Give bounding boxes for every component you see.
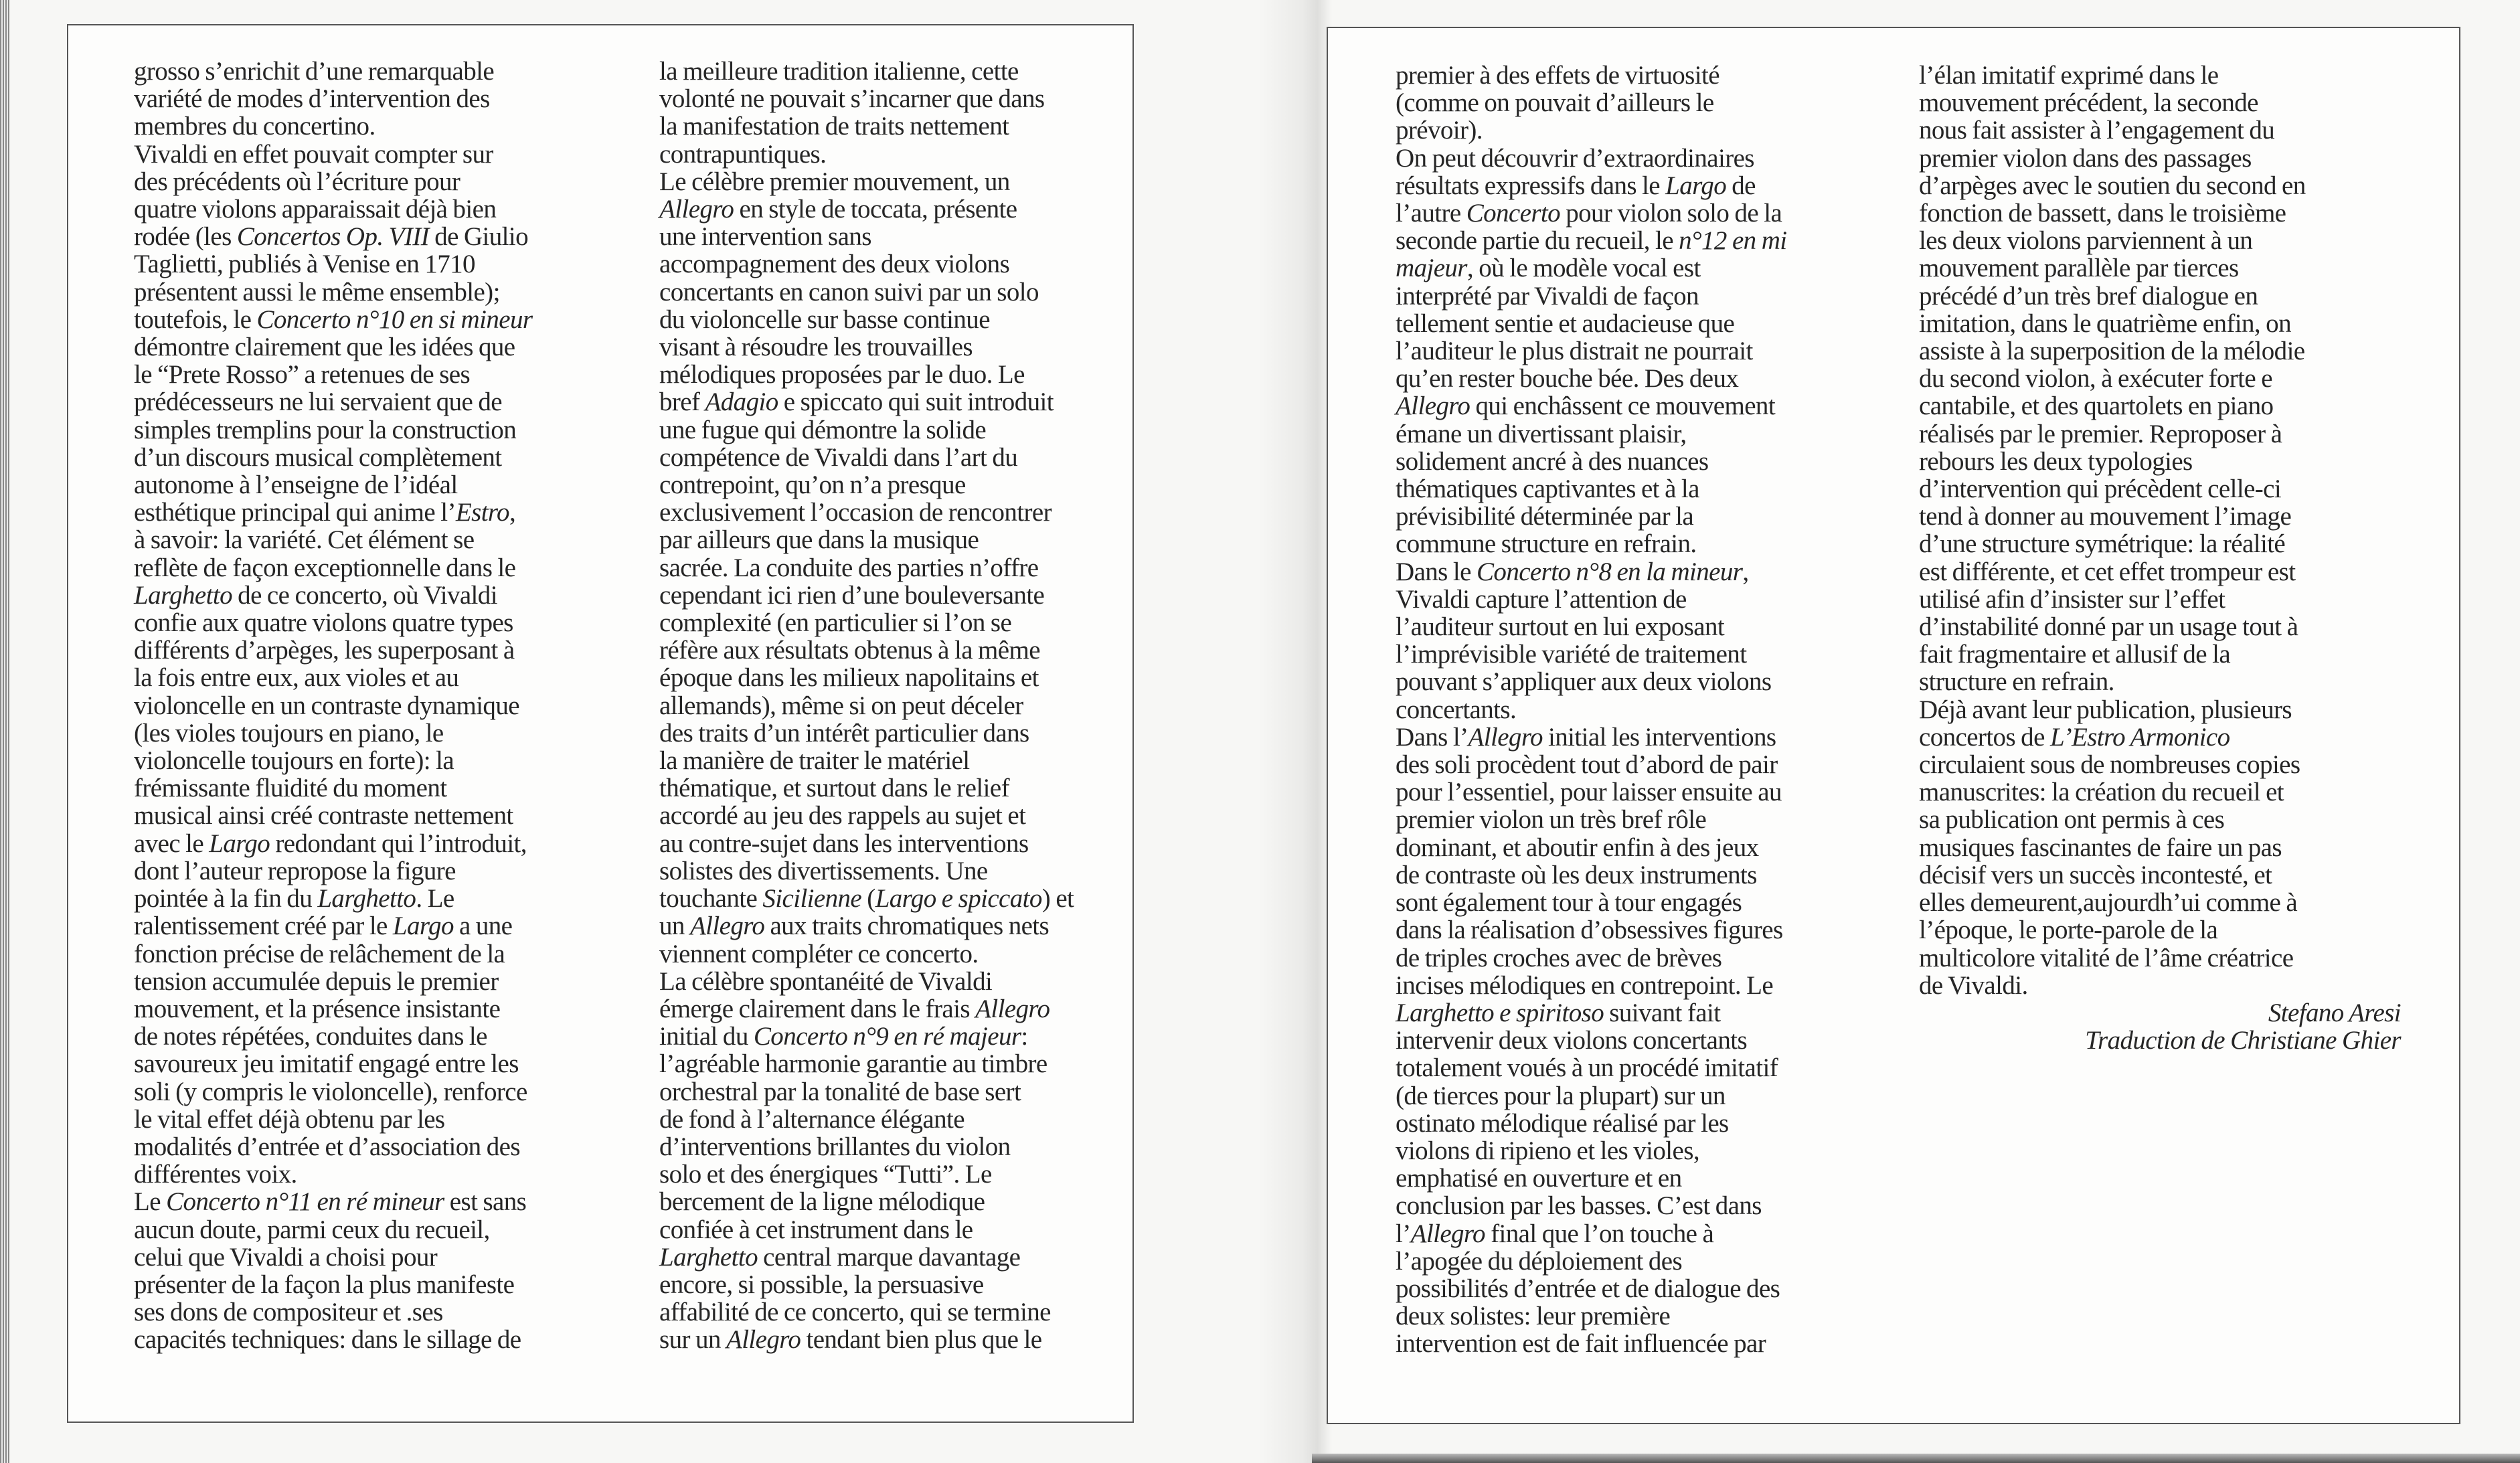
text-line: une intervention sans bbox=[659, 222, 871, 252]
text-line: utilisé afin d’insister sur l’effet bbox=[1919, 584, 2225, 614]
author-signature: Stefano Aresi bbox=[2268, 998, 2401, 1027]
text-line: Vivaldi en effet pouvait compter sur bbox=[134, 139, 493, 169]
text-line: Le Concerto n°11 en ré mineur est sans bbox=[134, 1187, 527, 1217]
text-line: l’apogée du déploiement des bbox=[1396, 1246, 1683, 1276]
center-gutter bbox=[1258, 0, 1332, 1463]
text-line: des traits d’un intérêt particulier dans bbox=[659, 718, 1029, 748]
text-line: autonome à l’enseigne de l’idéal bbox=[134, 470, 458, 500]
text-line: du violoncelle sur basse continue bbox=[659, 305, 990, 334]
text-line: rebours les deux typologies bbox=[1919, 446, 2193, 476]
text-line: conclusion par les basses. C’est dans bbox=[1396, 1191, 1762, 1221]
text-line: présentent aussi le même ensemble); bbox=[134, 277, 500, 307]
text-line: sa publication ont permis à ces bbox=[1919, 805, 2225, 835]
text-line: sur un Allegro tendant bien plus que le bbox=[659, 1325, 1042, 1355]
text-line: réfère aux résultats obtenus à la même bbox=[659, 636, 1040, 665]
text-line: assiste à la superposition de la mélodie bbox=[1919, 337, 2305, 366]
text-line: Taglietti, publiés à Venise en 1710 bbox=[134, 250, 475, 279]
text-line: décisif vers un succès incontesté, et bbox=[1919, 860, 2272, 889]
text-line: interprété par Vivaldi de façon bbox=[1396, 281, 1699, 311]
text-line: viennent compléter ce concerto. bbox=[659, 939, 979, 968]
text-line: tellement sentie et audacieuse que bbox=[1396, 309, 1735, 338]
text-line: possibilités d’entrée et de dialogue des bbox=[1396, 1274, 1780, 1303]
text-line: Déjà avant leur publication, plusieurs bbox=[1919, 695, 2292, 724]
text-line: précédé d’un très bref dialogue en bbox=[1919, 281, 2258, 311]
text-line: accordé au jeu des rappels au sujet et bbox=[659, 801, 1026, 831]
text-line: une fugue qui démontre la solide bbox=[659, 415, 987, 444]
text-line: mouvement précédent, la seconde bbox=[1919, 88, 2258, 118]
right-page-column-2 bbox=[1919, 62, 2401, 999]
text-line: pouvant s’appliquer aux deux violons bbox=[1396, 667, 1772, 697]
text-line: de Vivaldi. bbox=[1919, 970, 2028, 1000]
text-line: solidement ancré à des nuances bbox=[1396, 446, 1709, 476]
text-line: Larghetto central marque davantage bbox=[659, 1242, 1021, 1272]
text-line: d’interventions brillantes du violon bbox=[659, 1132, 1011, 1161]
text-line: d’un discours musical complètement bbox=[134, 442, 502, 472]
text-line: contrepoint, qu’on n’a presque bbox=[659, 470, 966, 500]
right-page-column-1 bbox=[1396, 62, 1877, 1358]
left-page-column-2 bbox=[659, 58, 1128, 1354]
text-line: qu’en rester bouche bée. Des deux bbox=[1396, 364, 1739, 394]
text-line: émerge clairement dans le frais Allegro bbox=[659, 994, 1050, 1023]
text-line: modalités d’entrée et d’association des bbox=[134, 1132, 520, 1161]
text-line: orchestral par la tonalité de base sert bbox=[659, 1077, 1021, 1106]
text-line: cependant ici rien d’une bouleversante bbox=[659, 580, 1045, 610]
text-line: reflète de façon exceptionnelle dans le bbox=[134, 553, 516, 582]
text-line: La célèbre spontanéité de Vivaldi bbox=[659, 966, 993, 996]
text-line: membres du concertino. bbox=[134, 112, 375, 141]
text-line: Dans le Concerto n°8 en la mineur, bbox=[1396, 557, 1749, 586]
text-line: allemands), même si on peut déceler bbox=[659, 691, 1023, 720]
text-line: de contraste où les deux instruments bbox=[1396, 860, 1757, 889]
text-line: l’époque, le porte-parole de la bbox=[1919, 916, 2218, 945]
text-line: de fond à l’alternance élégante bbox=[659, 1104, 964, 1134]
text-line: emphatisé en ouverture et en bbox=[1396, 1164, 1682, 1193]
text-line: touchante Sicilienne (Largo e spiccato) et bbox=[659, 884, 1074, 914]
text-line: aucun doute, parmi ceux du recueil, bbox=[134, 1215, 490, 1244]
text-line: confie aux quatre violons quatre types bbox=[134, 608, 513, 638]
text-line: Larghetto e spiritoso suivant fait bbox=[1396, 998, 1721, 1027]
booklet-spine-edge bbox=[0, 0, 9, 1463]
text-line: totalement voués à un procédé imitatif bbox=[1396, 1053, 1778, 1083]
text-line: initial du Concerto n°9 en ré majeur: bbox=[659, 1022, 1028, 1051]
text-line: esthétique principal qui anime l’Estro, bbox=[134, 498, 516, 527]
text-line: l’imprévisible variété de traitement bbox=[1396, 640, 1747, 669]
translator-credit: Traduction de Christiane Ghier bbox=[2085, 1026, 2401, 1055]
text-line: au contre-sujet dans les interventions bbox=[659, 829, 1029, 858]
text-line: le “Prete Rosso” a retenues de ses bbox=[134, 360, 471, 390]
text-line: la fois entre eux, aux violes et au bbox=[134, 663, 459, 693]
text-line: de triples croches avec de brèves bbox=[1396, 943, 1722, 972]
text-line: fonction de bassett, dans le troisième bbox=[1919, 199, 2286, 228]
text-line: visant à résoudre les trouvailles bbox=[659, 333, 973, 362]
text-line: intervention est de fait influencée par bbox=[1396, 1329, 1766, 1359]
text-line: bref Adagio e spiccato qui suit introduit bbox=[659, 388, 1054, 417]
text-line: variété de modes d’intervention des bbox=[134, 84, 490, 114]
text-line: circulaient sous de nombreuses copies bbox=[1919, 750, 2300, 780]
text-line: tend à donner au mouvement l’image bbox=[1919, 502, 2292, 531]
text-line: des soli procèdent tout d’abord de pair bbox=[1396, 750, 1778, 780]
text-line: exclusivement l’occasion de rencontrer bbox=[659, 498, 1052, 527]
text-line: musiques fascinantes de faire un pas bbox=[1919, 833, 2282, 862]
text-line: volonté ne pouvait s’incarner que dans bbox=[659, 84, 1045, 114]
text-line: grosso s’enrichit d’une remarquable bbox=[134, 57, 495, 86]
text-line: thématique, et surtout dans le relief bbox=[659, 774, 1009, 803]
text-line: dans la réalisation d’obsessives figures bbox=[1396, 916, 1783, 945]
text-line: l’agréable harmonie garantie au timbre bbox=[659, 1049, 1047, 1079]
text-line: structure en refrain. bbox=[1919, 667, 2114, 697]
left-page-column-1 bbox=[134, 58, 622, 1354]
text-line: Vivaldi capture l’attention de bbox=[1396, 584, 1687, 614]
text-line: avec le Largo redondant qui l’introduit, bbox=[134, 829, 527, 858]
text-line: deux solistes: leur première bbox=[1396, 1302, 1671, 1331]
text-line: elles demeurent,aujourdh’ui comme à bbox=[1919, 888, 2298, 918]
text-line: réalisés par le premier. Reproposer à bbox=[1919, 419, 2282, 448]
text-line: à savoir: la variété. Cet élément se bbox=[134, 525, 475, 555]
scan-bottom-edge bbox=[1312, 1454, 2520, 1463]
text-line: l’auditeur le plus distrait ne pourrait bbox=[1396, 337, 1753, 366]
text-line: manuscrites: la création du recueil et bbox=[1919, 778, 2284, 807]
text-line: frémissante fluidité du moment bbox=[134, 774, 447, 803]
text-line: présenter de la façon la plus manifeste bbox=[134, 1270, 515, 1299]
text-line: Le célèbre premier mouvement, un bbox=[659, 167, 1010, 196]
text-line: résultats expressifs dans le Largo de bbox=[1396, 171, 1756, 200]
text-line: bercement de la ligne mélodique bbox=[659, 1187, 985, 1217]
text-line: mouvement, et la présence insistante bbox=[134, 994, 501, 1023]
text-line: dominant, et aboutir enfin à des jeux bbox=[1396, 833, 1759, 862]
text-line: premier violon un très bref rôle bbox=[1396, 805, 1707, 835]
text-line: fait fragmentaire et allusif de la bbox=[1919, 640, 2231, 669]
text-line: d’une structure symétrique: la réalité bbox=[1919, 529, 2286, 559]
text-line: imitation, dans le quatrième enfin, on bbox=[1919, 309, 2291, 338]
text-line: prédécesseurs ne lui servaient que de bbox=[134, 388, 502, 417]
text-line: premier à des effets de virtuosité bbox=[1396, 61, 1719, 90]
text-line: concertos de L’Estro Armonico bbox=[1919, 722, 2230, 752]
text-line: affabilité de ce concerto, qui se termine bbox=[659, 1298, 1051, 1327]
text-line: toutefois, le Concerto n°10 en si mineur bbox=[134, 305, 533, 334]
text-line: époque dans les milieux napolitains et bbox=[659, 663, 1039, 693]
text-line: tension accumulée depuis le premier bbox=[134, 966, 499, 996]
text-line: accompagnement des deux violons bbox=[659, 250, 1010, 279]
text-line: des précédents où l’écriture pour bbox=[134, 167, 460, 196]
text-line: l’Allegro final que l’on touche à bbox=[1396, 1219, 1714, 1248]
text-line: soli (y compris le violoncelle), renforce bbox=[134, 1077, 527, 1106]
text-line: différentes voix. bbox=[134, 1160, 297, 1189]
text-line: confiée à cet instrument dans le bbox=[659, 1215, 973, 1244]
text-line: démontre clairement que les idées que bbox=[134, 333, 515, 362]
text-line: la meilleure tradition italienne, cette bbox=[659, 57, 1019, 86]
text-line: capacités techniques: dans le sillage de bbox=[134, 1325, 521, 1355]
text-line: les deux violons parviennent à un bbox=[1919, 226, 2253, 256]
text-line: mouvement parallèle par tierces bbox=[1919, 254, 2239, 283]
text-line: d’instabilité donné par un usage tout à bbox=[1919, 612, 2298, 642]
text-line: nous fait assister à l’engagement du bbox=[1919, 116, 2275, 145]
text-line: violoncelle toujours en forte): la bbox=[134, 746, 454, 776]
text-line: encore, si possible, la persuasive bbox=[659, 1270, 984, 1299]
text-line: fonction précise de relâchement de la bbox=[134, 939, 505, 968]
text-line: émane un divertissant plaisir, bbox=[1396, 419, 1687, 448]
text-line: celui que Vivaldi a choisi pour bbox=[134, 1242, 438, 1272]
text-line: simples tremplins pour la construction bbox=[134, 415, 517, 444]
text-line: (de tierces pour la plupart) sur un bbox=[1396, 1081, 1726, 1110]
text-line: différents d’arpèges, les superposant à bbox=[134, 636, 515, 665]
text-line: l’autre Concerto pour violon solo de la bbox=[1396, 199, 1782, 228]
text-line: savoureux jeu imitatif engagé entre les bbox=[134, 1049, 519, 1079]
text-line: (comme on pouvait d’ailleurs le bbox=[1396, 88, 1714, 118]
text-line: un Allegro aux traits chromatiques nets bbox=[659, 912, 1049, 941]
text-line: concertants. bbox=[1396, 695, 1517, 724]
text-line: ses dons de compositeur et .ses bbox=[134, 1298, 443, 1327]
text-line: mélodiques proposées par le duo. Le bbox=[659, 360, 1025, 390]
text-line: rodée (les Concertos Op. VIII de Giulio bbox=[134, 222, 529, 252]
text-line: par ailleurs que dans la musique bbox=[659, 525, 979, 555]
text-line: commune structure en refrain. bbox=[1396, 529, 1697, 559]
text-line: complexité (en particulier si l’on se bbox=[659, 608, 1012, 638]
text-line: la manifestation de traits nettement bbox=[659, 112, 1009, 141]
text-line: intervenir deux violons concertants bbox=[1396, 1026, 1748, 1055]
text-line: compétence de Vivaldi dans l’art du bbox=[659, 442, 1018, 472]
text-line: l’élan imitatif exprimé dans le bbox=[1919, 61, 2219, 90]
text-line: d’arpèges avec le soutien du second en bbox=[1919, 171, 2306, 200]
text-line: On peut découvrir d’extraordinaires bbox=[1396, 143, 1754, 173]
text-line: solistes des divertissements. Une bbox=[659, 856, 988, 885]
signature-block bbox=[1919, 999, 2401, 1054]
text-line: pour l’essentiel, pour laisser ensuite au bbox=[1396, 778, 1782, 807]
text-line: thématiques captivantes et à la bbox=[1396, 475, 1699, 504]
text-line: d’intervention qui précèdent celle-ci bbox=[1919, 475, 2282, 504]
text-line: la manière de traiter le matériel bbox=[659, 746, 970, 776]
text-line: Allegro en style de toccata, présente bbox=[659, 195, 1017, 224]
text-line: sacrée. La conduite des parties n’offre bbox=[659, 553, 1039, 582]
text-line: ostinato mélodique réalisé par les bbox=[1396, 1108, 1729, 1138]
text-line: dont l’auteur repropose la figure bbox=[134, 856, 456, 885]
text-line: le vital effet déjà obtenu par les bbox=[134, 1104, 445, 1134]
text-line: prévisibilité déterminée par la bbox=[1396, 502, 1694, 531]
text-line: musical ainsi créé contraste nettement bbox=[134, 801, 513, 831]
text-line: de notes répétées, conduites dans le bbox=[134, 1022, 487, 1051]
text-line: Dans l’Allegro initial les interventions bbox=[1396, 722, 1776, 752]
text-line: pointée à la fin du Larghetto. Le bbox=[134, 884, 454, 914]
text-line: majeur, où le modèle vocal est bbox=[1396, 254, 1701, 283]
text-line: premier violon dans des passages bbox=[1919, 143, 2252, 173]
text-line: Allegro qui enchâssent ce mouvement bbox=[1396, 392, 1776, 421]
text-line: solo et des énergiques “Tutti”. Le bbox=[659, 1160, 992, 1189]
text-line: est différente, et cet effet trompeur est bbox=[1919, 557, 2296, 586]
text-line: contrapuntiques. bbox=[659, 139, 827, 169]
text-line: Larghetto de ce concerto, où Vivaldi bbox=[134, 580, 497, 610]
text-line: l’auditeur surtout en lui exposant bbox=[1396, 612, 1725, 642]
text-line: ralentissement créé par le Largo a une bbox=[134, 912, 513, 941]
text-line: quatre violons apparaissait déjà bien bbox=[134, 195, 497, 224]
text-line: sont également tour à tour engagés bbox=[1396, 888, 1742, 918]
text-line: violoncelle en un contraste dynamique bbox=[134, 691, 519, 720]
text-line: prévoir). bbox=[1396, 116, 1483, 145]
text-line: (les violes toujours en piano, le bbox=[134, 718, 444, 748]
text-line: multicolore vitalité de l’âme créatrice bbox=[1919, 943, 2294, 972]
text-line: concertants en canon suivi par un solo bbox=[659, 277, 1039, 307]
text-line: cantabile, et des quartolets en piano bbox=[1919, 392, 2274, 421]
text-line: seconde partie du recueil, le n°12 en mi bbox=[1396, 226, 1787, 256]
text-line: du second violon, à exécuter forte e bbox=[1919, 364, 2272, 394]
text-line: incises mélodiques en contrepoint. Le bbox=[1396, 970, 1774, 1000]
text-line: violons di ripieno et les violes, bbox=[1396, 1136, 1699, 1165]
